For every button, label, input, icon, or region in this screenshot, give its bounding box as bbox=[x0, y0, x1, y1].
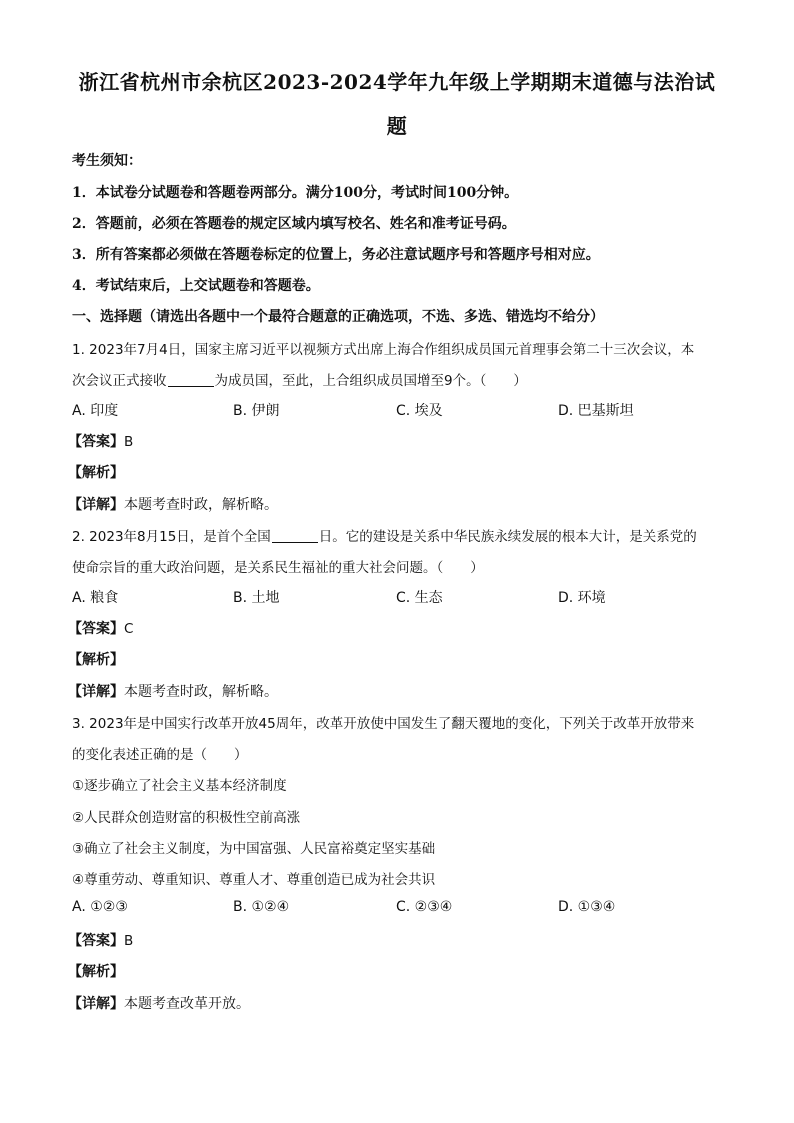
q2-stem-part-a: 2. 2023年8月15日，是首个全国 bbox=[72, 529, 271, 545]
notice-item-1: 1．本试卷分试题卷和答题卷两部分。满分100分，考试时间100分钟。 bbox=[72, 185, 519, 201]
q3-option-c: C. ②③④ bbox=[396, 899, 453, 915]
document-title-line2: 题 bbox=[386, 114, 408, 138]
q3-statement-2: ②人民群众创造财富的积极性空前高涨 bbox=[72, 810, 301, 826]
q1-answer bbox=[68, 431, 728, 451]
q2-stem-line2: 使命宗旨的重大政治问题，是关系民生福祉的重大社会问题。（ ） bbox=[72, 560, 484, 576]
q2-answer-label: 【答案】 bbox=[68, 621, 124, 637]
q3-answer bbox=[68, 930, 728, 950]
q3-detail-label: 【详解】 bbox=[68, 996, 124, 1012]
q1-answer-value: B bbox=[124, 434, 134, 450]
q3-option-b: B. ①②④ bbox=[233, 899, 290, 915]
q2-detail-text: 本题考查时政，解析略。 bbox=[124, 684, 278, 700]
q2-answer-value: C bbox=[124, 621, 134, 637]
q1-answer-label: 【答案】 bbox=[68, 434, 124, 450]
q1-option-a: A. 印度 bbox=[72, 403, 119, 419]
q2-analysis-label: 【解析】 bbox=[68, 652, 124, 668]
notice-item-2: 2．答题前，必须在答题卷的规定区域内填写校名、姓名和准考证号码。 bbox=[72, 216, 516, 232]
q2-option-b: B. 土地 bbox=[233, 590, 280, 606]
q1-stem-part-a: 次会议正式接收 bbox=[72, 373, 167, 389]
q1-detail-text: 本题考查时政，解析略。 bbox=[124, 497, 278, 513]
q2-option-a: A. 粮食 bbox=[72, 590, 119, 606]
q3-statement-4: ④尊重劳动、尊重知识、尊重人才、尊重创造已成为社会共识 bbox=[72, 872, 436, 888]
q3-detail bbox=[68, 993, 728, 1013]
q3-option-d: D. ①③④ bbox=[558, 899, 616, 915]
q2-answer-blank bbox=[272, 528, 318, 543]
q1-answer-blank bbox=[168, 372, 214, 387]
q3-answer-value: B bbox=[124, 933, 134, 949]
q1-stem-line2 bbox=[72, 369, 732, 389]
q1-stem-part-b: 为成员国，至此，上合组织成员国增至9个。（ ） bbox=[214, 373, 527, 389]
notice-heading: 考生须知： bbox=[72, 153, 142, 169]
q1-option-b: B. 伊朗 bbox=[233, 403, 280, 419]
q3-statement-3: ③确立了社会主义制度，为中国富强、人民富裕奠定坚实基础 bbox=[72, 841, 436, 857]
q3-statement-1: ①逐步确立了社会主义基本经济制度 bbox=[72, 778, 287, 794]
q3-detail-text: 本题考查改革开放。 bbox=[124, 996, 250, 1012]
q3-stem-line1: 3. 2023年是中国实行改革开放45周年，改革开放使中国发生了翻天覆地的变化，下列关于改革开放带来 bbox=[72, 716, 695, 732]
q3-option-a: A. ①②③ bbox=[72, 899, 128, 915]
notice-item-3: 3．所有答案都必须做在答题卷标定的位置上，务必注意试题序号和答题序号相对应。 bbox=[72, 247, 600, 263]
q1-detail bbox=[68, 494, 728, 514]
q2-answer bbox=[68, 618, 728, 638]
q2-detail bbox=[68, 681, 728, 701]
q3-answer-label: 【答案】 bbox=[68, 933, 124, 949]
q2-stem-line1 bbox=[72, 525, 732, 545]
q1-detail-label: 【详解】 bbox=[68, 497, 124, 513]
q3-stem-line2: 的变化表述正确的是（ ） bbox=[72, 747, 248, 763]
q1-analysis-label: 【解析】 bbox=[68, 465, 124, 481]
q1-option-c: C. 埃及 bbox=[396, 403, 443, 419]
q2-option-d: D. 环境 bbox=[558, 590, 606, 606]
q2-stem-part-b: 日。它的建设是关系中华民族永续发展的根本大计，是关系党的 bbox=[318, 529, 697, 545]
q1-option-d: D. 巴基斯坦 bbox=[558, 403, 634, 419]
document-title-line1: 浙江省杭州市余杭区2023-2024学年九年级上学期期末道德与法治试 bbox=[78, 70, 716, 94]
q2-option-c: C. 生态 bbox=[396, 590, 443, 606]
q1-stem-line1: 1. 2023年7月4日，国家主席习近平以视频方式出席上海合作组织成员国元首理事会第二十三次会议，本 bbox=[72, 342, 695, 358]
q3-analysis-label: 【解析】 bbox=[68, 964, 124, 980]
q2-detail-label: 【详解】 bbox=[68, 684, 124, 700]
section-heading: 一、选择题（请选出各题中一个最符合题意的正确选项，不选、多选、错选均不给分） bbox=[72, 309, 604, 325]
notice-item-4: 4．考试结束后，上交试题卷和答题卷。 bbox=[72, 278, 320, 294]
